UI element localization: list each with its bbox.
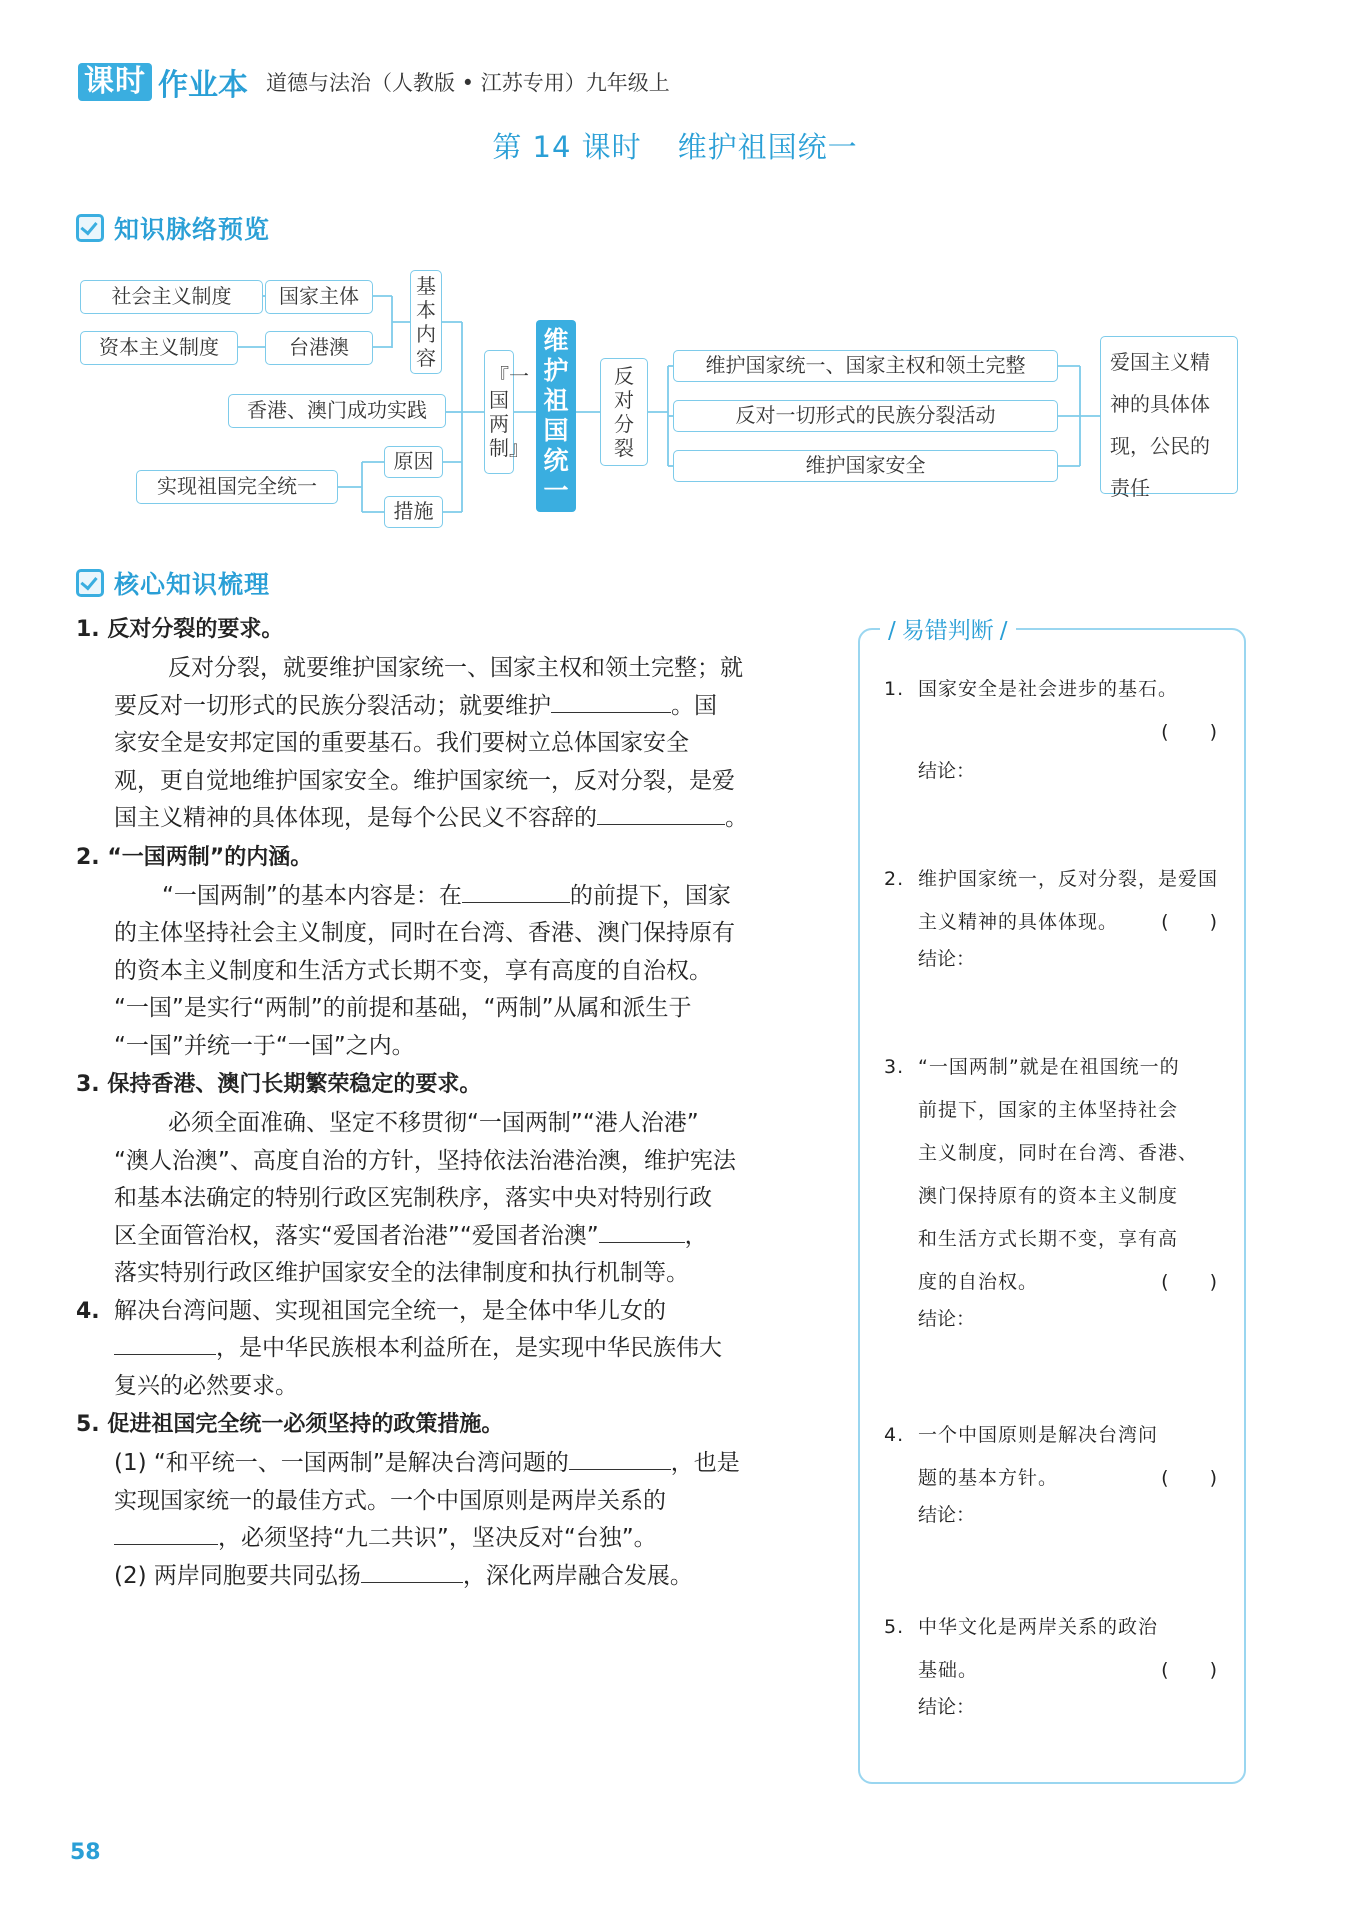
text: ，深化两岸融合发展。 — [462, 1562, 693, 1589]
text: ，也是 — [670, 1450, 740, 1476]
item-4-line: 复兴的必然要求。 — [114, 1372, 298, 1399]
item-2-line: 的主体坚持社会主义制度，同时在台湾、香港、澳门保持原有 — [114, 920, 735, 946]
node-reason: 原因 — [384, 446, 443, 478]
fill-blank[interactable] — [462, 901, 570, 903]
q-text: 澳门保持原有的资本主义制度 — [918, 1185, 1179, 1207]
node-state-subject: 国家主体 — [265, 280, 373, 314]
brand-logo-text: 作业本 — [158, 68, 248, 103]
fill-blank[interactable] — [114, 1353, 216, 1355]
q-text: 国家安全是社会进步的基石。 — [918, 678, 1179, 700]
text: 。 — [725, 805, 748, 831]
item-5-line — [76, 1558, 816, 1596]
node-hk-macau-practice: 香港、澳门成功实践 — [228, 394, 446, 428]
question-3 — [884, 1046, 1224, 1331]
text: 解决台湾问题、实现祖国完全统一，是全体中华儿女的 — [114, 1297, 666, 1324]
item-3-line: 必须全面准确、坚定不移贯彻“一国两制”“港人治港” — [168, 1110, 699, 1136]
brand-logo-box: 课时 — [78, 63, 152, 101]
answer-paren[interactable]: ( ) — [1161, 1659, 1218, 1681]
text: 。国 — [671, 692, 717, 719]
q-number: 2. — [884, 868, 905, 890]
section-title: 知识脉络预览 — [114, 215, 271, 244]
item-1-line — [76, 688, 816, 726]
panel-title: / 易错判断 / — [880, 612, 1016, 645]
q-text: 一个中国原则是解决台湾问 — [918, 1424, 1159, 1446]
node-reunification: 实现祖国完全统一 — [136, 470, 338, 504]
conclusion-label: 结论： — [918, 760, 976, 782]
text: “一国两制”的基本内容是：在 — [162, 882, 462, 909]
item-3-line: “澳人治澳”、高度自治的方针，坚持依法治港治澳，维护宪法 — [114, 1147, 736, 1174]
item-2-heading: 2. “一国两制”的内涵。 — [76, 844, 313, 870]
q-text: 中华文化是两岸关系的政治 — [918, 1616, 1159, 1638]
text: 的前提下，国家 — [569, 882, 731, 909]
item-3-line: 和基本法确定的特别行政区宪制秩序，落实中央对特别行政 — [114, 1185, 712, 1211]
answer-paren[interactable]: ( ) — [1161, 721, 1218, 743]
fill-blank[interactable] — [599, 1241, 685, 1243]
subject-title: 道德与法治（人教版 • 江苏专用）九年级上 — [266, 71, 670, 95]
fill-blank[interactable] — [114, 1543, 218, 1545]
item-2-line: 的资本主义制度和生活方式长期不变，享有高度的自治权。 — [114, 957, 712, 984]
item-3-line: 落实特别行政区维护国家安全的法律制度和执行机制等。 — [114, 1260, 689, 1286]
section-core-knowledge — [76, 565, 270, 601]
text: ，必须坚持“九二共识”，坚决反对“台独”。 — [218, 1525, 657, 1551]
lesson-number: 第 14 课时 — [492, 130, 642, 164]
q-text: 题的基本方针。 — [918, 1467, 1059, 1489]
item-5-heading: 5. 促进祖国完全统一必须坚持的政策措施。 — [76, 1412, 504, 1437]
q-text: 维护国家统一，反对分裂，是爱国 — [918, 868, 1219, 890]
node-taiwan-hk-macau: 台港澳 — [265, 331, 373, 365]
conclusion-label: 结论： — [918, 1308, 976, 1330]
conclusion-label: 结论： — [918, 948, 976, 970]
question-5 — [884, 1606, 1224, 1719]
node-req-security: 维护国家安全 — [673, 450, 1058, 482]
checkbox-icon — [76, 569, 104, 597]
item-1-line: 家安全是安邦定国的重要基石。我们要树立总体国家安全 — [114, 730, 689, 756]
q-text: 和生活方式长期不变，享有高 — [918, 1228, 1179, 1250]
q-text: 前提下，国家的主体坚持社会 — [918, 1099, 1179, 1121]
section-title: 核心知识梳理 — [114, 570, 271, 599]
item-1-line: 反对分裂，就要维护国家统一、国家主权和领土完整；就 — [168, 655, 743, 681]
text: 要反对一切形式的民族分裂活动；就要维护 — [114, 692, 551, 719]
main-content — [76, 610, 816, 1595]
answer-paren[interactable]: ( ) — [1161, 1271, 1218, 1293]
answer-paren[interactable]: ( ) — [1161, 1467, 1218, 1489]
q-number: 1. — [884, 678, 905, 700]
conclusion-label: 结论： — [918, 1504, 976, 1526]
item-3-heading: 3. 保持香港、澳门长期繁荣稳定的要求。 — [76, 1072, 482, 1097]
item-1-heading: 1. 反对分裂的要求。 — [76, 617, 284, 642]
q-number: 4. — [884, 1424, 905, 1446]
node-req-unity: 维护国家统一、国家主权和领土完整 — [673, 350, 1058, 382]
fill-blank[interactable] — [597, 823, 725, 825]
answer-paren[interactable]: ( ) — [1161, 911, 1218, 933]
item-4-line — [76, 1330, 816, 1368]
item-2-line — [76, 878, 816, 916]
q-text: “一国两制”就是在祖国统一的 — [918, 1056, 1180, 1078]
item-2-line: “一国”并统一于“一国”之内。 — [114, 1032, 415, 1059]
item-1-line: 观，更自觉地维护国家安全。维护国家统一，反对分裂，是爱 — [114, 767, 735, 794]
item-4-number: 4. — [76, 1298, 100, 1324]
node-patriotism: 爱国主义精神的具体体现，公民的责任 — [1100, 336, 1238, 494]
text: 国主义精神的具体体现，是每个公民义不容辞的 — [114, 805, 597, 831]
question-2 — [884, 858, 1224, 971]
text: (1) “和平统一、一国两制”是解决台湾问题的 — [114, 1450, 569, 1476]
fill-blank[interactable] — [569, 1468, 671, 1470]
item-5-line — [76, 1520, 816, 1558]
q-text: 主义精神的具体体现。 — [918, 911, 1119, 933]
node-measures: 措施 — [384, 496, 443, 528]
q-number: 3. — [884, 1056, 905, 1078]
node-req-oppose-ethnic: 反对一切形式的民族分裂活动 — [673, 400, 1058, 432]
node-socialism: 社会主义制度 — [80, 280, 263, 314]
item-5-line: 实现国家统一的最佳方式。一个中国原则是两岸关系的 — [114, 1487, 666, 1514]
page-number: 58 — [70, 1840, 101, 1865]
node-basic-content: 基本内容 — [410, 270, 442, 374]
question-1 — [884, 668, 1224, 783]
text: ， — [684, 1222, 708, 1249]
item-5-line — [76, 1445, 816, 1483]
node-capitalism: 资本主义制度 — [80, 331, 238, 365]
conclusion-label: 结论： — [918, 1696, 976, 1718]
q-text: 度的自治权。 — [918, 1271, 1039, 1293]
q-text: 主义制度，同时在台湾、香港、 — [918, 1142, 1199, 1164]
fill-blank[interactable] — [551, 711, 671, 713]
item-3-line — [76, 1218, 816, 1256]
question-4 — [884, 1414, 1224, 1527]
q-text: 基础。 — [918, 1659, 979, 1681]
node-one-country-two-systems: 『一国两制』 — [484, 350, 514, 474]
item-4-line — [76, 1293, 816, 1331]
text: ，是中华民族根本利益所在，是实现中华民族伟大 — [216, 1335, 722, 1361]
item-2-line: “一国”是实行“两制”的前提和基础，“两制”从属和派生于 — [114, 995, 692, 1021]
q-number: 5. — [884, 1616, 905, 1638]
node-oppose-separation: 反对分裂 — [600, 358, 648, 466]
node-center-reunification: 维护祖国统一 — [536, 320, 576, 512]
text: 区全面管治权，落实“爱国者治港”“爱国者治澳” — [114, 1222, 599, 1249]
item-1-line — [76, 800, 816, 838]
lesson-name: 维护祖国统一 — [677, 130, 858, 164]
text: (2) 两岸同胞要共同弘扬 — [114, 1562, 361, 1589]
fill-blank[interactable] — [361, 1581, 463, 1583]
